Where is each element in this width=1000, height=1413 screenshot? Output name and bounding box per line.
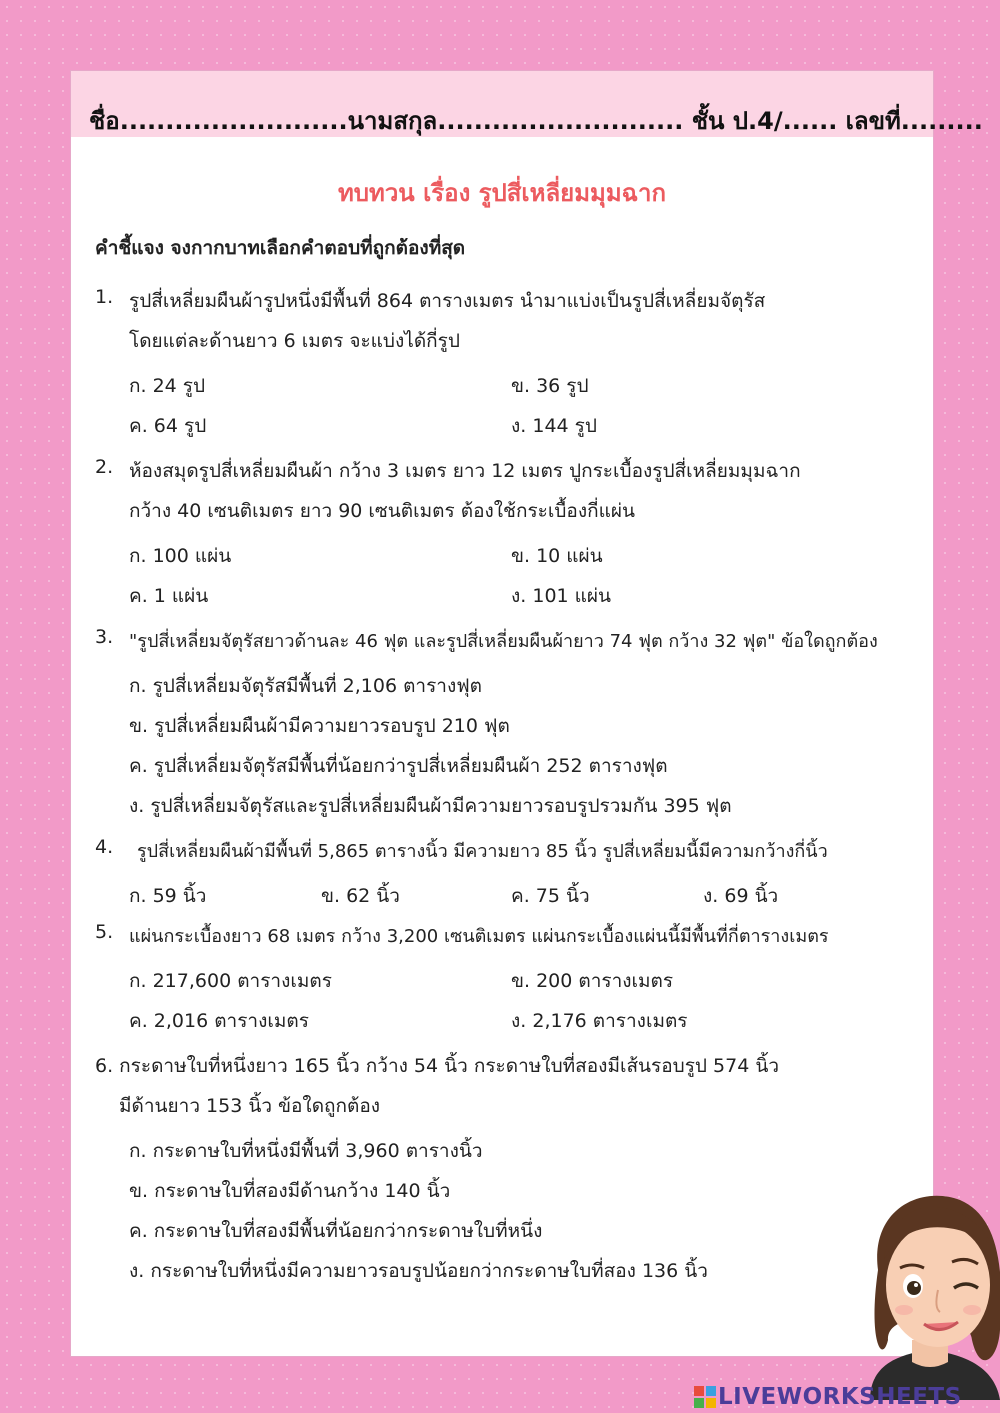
avatar-left-pupil (907, 1281, 921, 1295)
question-text: แผ่นกระเบื้องยาว 68 เมตร กว้าง 3,200 เซนติเมตร แผ่นกระเบื้องแผ่นนี้มีพื้นที่กี่ตารางเมตร (129, 926, 829, 947)
answer-option[interactable]: ง. กระดาษใบที่หนึ่งมีความยาวรอบรูปน้อยกว่ากระดาษใบที่สอง 136 นิ้ว (129, 1260, 708, 1282)
answer-option[interactable]: ก. 59 นิ้ว (129, 885, 207, 907)
worksheet-title: ทบทวน เรื่อง รูปสี่เหลี่ยมมุมฉาก (337, 179, 667, 207)
worksheet-page (70, 70, 983, 1357)
question-text: รูปสี่เหลี่ยมผืนผ้ารูปหนึ่งมีพื้นที่ 864 ตารางเมตร นำมาแบ่งเป็นรูปสี่เหลี่ยมจัตุรัส (129, 290, 766, 312)
answer-option[interactable]: ง. 69 นิ้ว (703, 885, 779, 907)
liveworksheets-wordmark: LIVEWORKSHEETS (718, 1384, 962, 1410)
answer-option[interactable]: ข. 36 รูป (511, 375, 589, 397)
answer-option[interactable]: ก. 100 แผ่น (129, 545, 232, 567)
answer-option[interactable]: ค. กระดาษใบที่สองมีพื้นที่น้อยกว่ากระดาษใบที่หนึ่ง (129, 1220, 543, 1242)
answer-option[interactable]: ค. 1 แผ่น (129, 585, 209, 607)
avatar-cheek (963, 1305, 981, 1315)
answer-option[interactable]: ค. รูปสี่เหลี่ยมจัตุรัสมีพื้นที่น้อยกว่ารูปสี่เหลี่ยมผืนผ้า 252 ตารางฟุต (129, 755, 668, 777)
avatar-cheek (895, 1305, 913, 1315)
liveworksheets-logo-icon (694, 1386, 716, 1408)
student-info-line: ชื่อ.........................นามสกุล........................... ชั้น ป.4/...... เลขที่......... (89, 107, 983, 135)
question-text: มีด้านยาว 153 นิ้ว ข้อใดถูกต้อง (119, 1095, 381, 1117)
answer-option[interactable]: ค. 64 รูป (129, 415, 207, 437)
question-number: 2. (95, 456, 114, 478)
question-number: 3. (95, 626, 114, 648)
liveworksheets-branding (694, 1381, 1000, 1413)
answer-option[interactable]: ข. 200 ตารางเมตร (511, 970, 674, 992)
question-number: 1. (95, 286, 114, 308)
answer-option[interactable]: ก. รูปสี่เหลี่ยมจัตุรัสมีพื้นที่ 2,106 ตารางฟุต (129, 675, 483, 697)
teacher-avatar-illustration (860, 1190, 1000, 1400)
instruction: คำชี้แจง จงกากบาทเลือกคำตอบที่ถูกต้องที่สุด (95, 237, 466, 259)
question-text: 6. กระดาษใบที่หนึ่งยาว 165 นิ้ว กว้าง 54 นิ้ว กระดาษใบที่สองมีเส้นรอบรูป 574 นิ้ว (95, 1055, 779, 1077)
avatar-eye-glint (914, 1283, 918, 1287)
answer-option[interactable]: ข. รูปสี่เหลี่ยมผืนผ้ามีความยาวรอบรูป 210 ฟุต (129, 715, 510, 737)
question-text: ห้องสมุดรูปสี่เหลี่ยมผืนผ้า กว้าง 3 เมตร ยาว 12 เมตร ปูกระเบื้องรูปสี่เหลี่ยมมุมฉาก (129, 460, 801, 482)
question-number: 4. (95, 836, 114, 858)
question-text: โดยแต่ละด้านยาว 6 เมตร จะแบ่งได้กี่รูป (129, 330, 460, 352)
question-text: กว้าง 40 เซนติเมตร ยาว 90 เซนติเมตร ต้องใช้กระเบื้องกี่แผ่น (129, 500, 635, 522)
answer-option[interactable]: ก. 217,600 ตารางเมตร (129, 970, 332, 992)
answer-option[interactable]: ข. กระดาษใบที่สองมีด้านกว้าง 140 นิ้ว (129, 1180, 451, 1202)
answer-option[interactable]: ข. 62 นิ้ว (321, 885, 400, 907)
answer-option[interactable]: ก. กระดาษใบที่หนึ่งมีพื้นที่ 3,960 ตารางนิ้ว (129, 1140, 483, 1162)
student-info-band (71, 71, 983, 137)
answer-option[interactable]: ค. 2,016 ตารางเมตร (129, 1010, 309, 1032)
answer-option[interactable]: ง. 2,176 ตารางเมตร (511, 1010, 688, 1032)
question-text: "รูปสี่เหลี่ยมจัตุรัสยาวด้านละ 46 ฟุต และรูปสี่เหลี่ยมผืนผ้ายาว 74 ฟุต กว้าง 32 ฟุต" ข้อใดถูกต้อง (129, 631, 878, 652)
answer-option[interactable]: ค. 75 นิ้ว (511, 885, 590, 907)
question-number: 5. (95, 921, 114, 943)
answer-option[interactable]: ง. 101 แผ่น (511, 585, 612, 607)
question-text: รูปสี่เหลี่ยมผืนผ้ามีพื้นที่ 5,865 ตารางนิ้ว มีความยาว 85 นิ้ว รูปสี่เหลี่ยมนี้มีความกว้างกี่นิ้ว (137, 841, 828, 862)
answer-option[interactable]: ง. รูปสี่เหลี่ยมจัตุรัสและรูปสี่เหลี่ยมผืนผ้ามีความยาวรอบรูปรวมกัน 395 ฟุต (129, 795, 732, 817)
answer-option[interactable]: ง. 144 รูป (511, 415, 597, 437)
answer-option[interactable]: ข. 10 แผ่น (511, 545, 603, 567)
answer-option[interactable]: ก. 24 รูป (129, 375, 206, 397)
